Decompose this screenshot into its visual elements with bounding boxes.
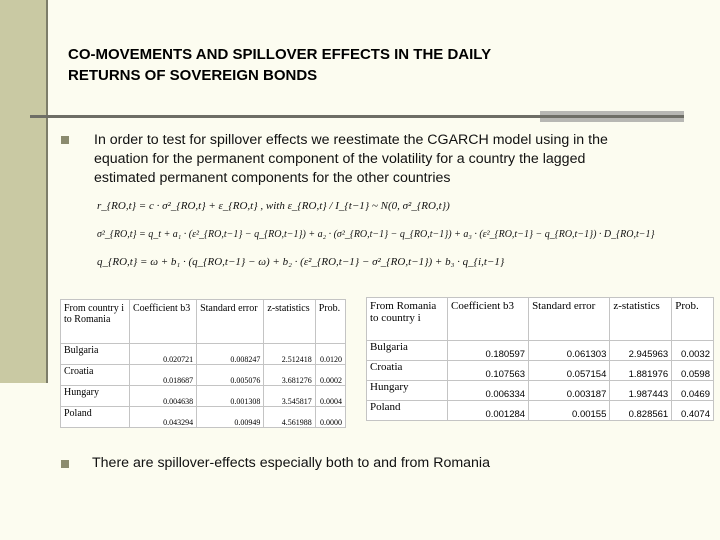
table-cell-country: Bulgaria (367, 341, 448, 361)
table-cell: 0.003187 (529, 381, 610, 401)
table-cell: 3.681276 (264, 365, 315, 386)
table-cell: 2.945963 (610, 341, 672, 361)
bullet-paragraph-2: There are spillover-effects especially both to and from Romania (92, 455, 490, 471)
table-row (367, 381, 714, 401)
equation-variance: σ²_{RO,t} = q_t + a₁ · (ε²_{RO,t−1} − q_{RO,t−1}) + a₂ · (σ²_{RO,t−1} − q_{RO,t−1}) + a₃ · (ε²_{RO,t−1} − q_{RO,t−1}) · D_{RO,t−1} (97, 229, 655, 240)
table-header-cell: Coefficient b3 (448, 298, 529, 341)
table-header-cell: Prob. (315, 300, 345, 344)
bullet1-line-1: In order to test for spillover effects we reestimate the CGARCH model using in the (94, 132, 608, 148)
title-line-1: CO-MOVEMENTS AND SPILLOVER EFFECTS IN THE DAILY (68, 46, 492, 63)
table-cell-country: Bulgaria (61, 344, 130, 365)
table-cell: 0.107563 (448, 361, 529, 381)
table-cell: 0.00155 (529, 401, 610, 421)
slide-title (68, 44, 668, 86)
table-cell: 0.006334 (448, 381, 529, 401)
table-cell: 0.043294 (130, 407, 197, 428)
table-cell: 0.0002 (315, 365, 345, 386)
table-cell-country: Poland (367, 401, 448, 421)
table-row (61, 344, 346, 365)
table-cell: 0.008247 (197, 344, 264, 365)
table-cell: 0.004638 (130, 386, 197, 407)
table-cell: 0.0000 (315, 407, 345, 428)
table-row (367, 401, 714, 421)
bullet1-line-3: estimated permanent components for the other countries (94, 170, 451, 186)
table-cell: 0.061303 (529, 341, 610, 361)
table-header-row (367, 298, 714, 341)
table-cell: 0.0032 (672, 341, 714, 361)
table-cell-country: Hungary (61, 386, 130, 407)
table-row (61, 365, 346, 386)
table-header-cell: Standard error (197, 300, 264, 344)
table-row (61, 386, 346, 407)
table-cell: 0.001284 (448, 401, 529, 421)
table-cell: 0.0004 (315, 386, 345, 407)
table-cell: 0.005076 (197, 365, 264, 386)
bullet-marker-1 (61, 136, 69, 144)
bullet1-line-2: equation for the permanent component of the volatility for a country the lagged (94, 151, 586, 167)
table-header-cell: Standard error (529, 298, 610, 341)
table-header-cell: From country i to Romania (61, 300, 130, 344)
table-cell: 1.987443 (610, 381, 672, 401)
decorative-left-bar (0, 0, 46, 383)
table-cell: 0.180597 (448, 341, 529, 361)
decorative-left-bar-edge (46, 0, 48, 383)
table-row (367, 341, 714, 361)
spillover-from-romania-table (366, 297, 714, 421)
equation-mean: r_{RO,t} = c · σ²_{RO,t} + ε_{RO,t} , with ε_{RO,t} / I_{t−1} ~ N(0, σ²_{RO,t}) (97, 200, 450, 212)
table-header-cell: From Romania to country i (367, 298, 448, 341)
bullet-paragraph-1 (94, 131, 694, 188)
table-cell: 0.018687 (130, 365, 197, 386)
bullet-marker-2 (61, 460, 69, 468)
table-cell: 0.0120 (315, 344, 345, 365)
equation-permanent: q_{RO,t} = ω + b₁ · (q_{RO,t−1} − ω) + b₂ · (ε²_{RO,t−1} − σ²_{RO,t−1}) + b₃ · q_{i,t−1} (97, 256, 505, 268)
table-cell: 2.512418 (264, 344, 315, 365)
table-cell: 0.057154 (529, 361, 610, 381)
table-cell: 0.0598 (672, 361, 714, 381)
table-header-cell: z-statistics (610, 298, 672, 341)
table-header-cell: Prob. (672, 298, 714, 341)
table-cell: 1.881976 (610, 361, 672, 381)
table-header-cell: z-statistics (264, 300, 315, 344)
table-header-cell: Coefficient b3 (130, 300, 197, 344)
spillover-to-romania-table (60, 299, 346, 428)
table-cell: 3.545817 (264, 386, 315, 407)
table-cell-country: Poland (61, 407, 130, 428)
table-header-row (61, 300, 346, 344)
title-line-2: RETURNS OF SOVEREIGN BONDS (68, 67, 318, 84)
table-cell: 0.001308 (197, 386, 264, 407)
table-cell-country: Hungary (367, 381, 448, 401)
title-divider (30, 115, 540, 118)
table-cell-country: Croatia (367, 361, 448, 381)
table-row (61, 407, 346, 428)
table-row (367, 361, 714, 381)
table-cell: 0.00949 (197, 407, 264, 428)
table-cell: 0.4074 (672, 401, 714, 421)
title-divider-right (540, 115, 684, 118)
table-cell: 0.828561 (610, 401, 672, 421)
table-cell: 0.020721 (130, 344, 197, 365)
table-cell: 0.0469 (672, 381, 714, 401)
table-cell: 4.561988 (264, 407, 315, 428)
table-cell-country: Croatia (61, 365, 130, 386)
